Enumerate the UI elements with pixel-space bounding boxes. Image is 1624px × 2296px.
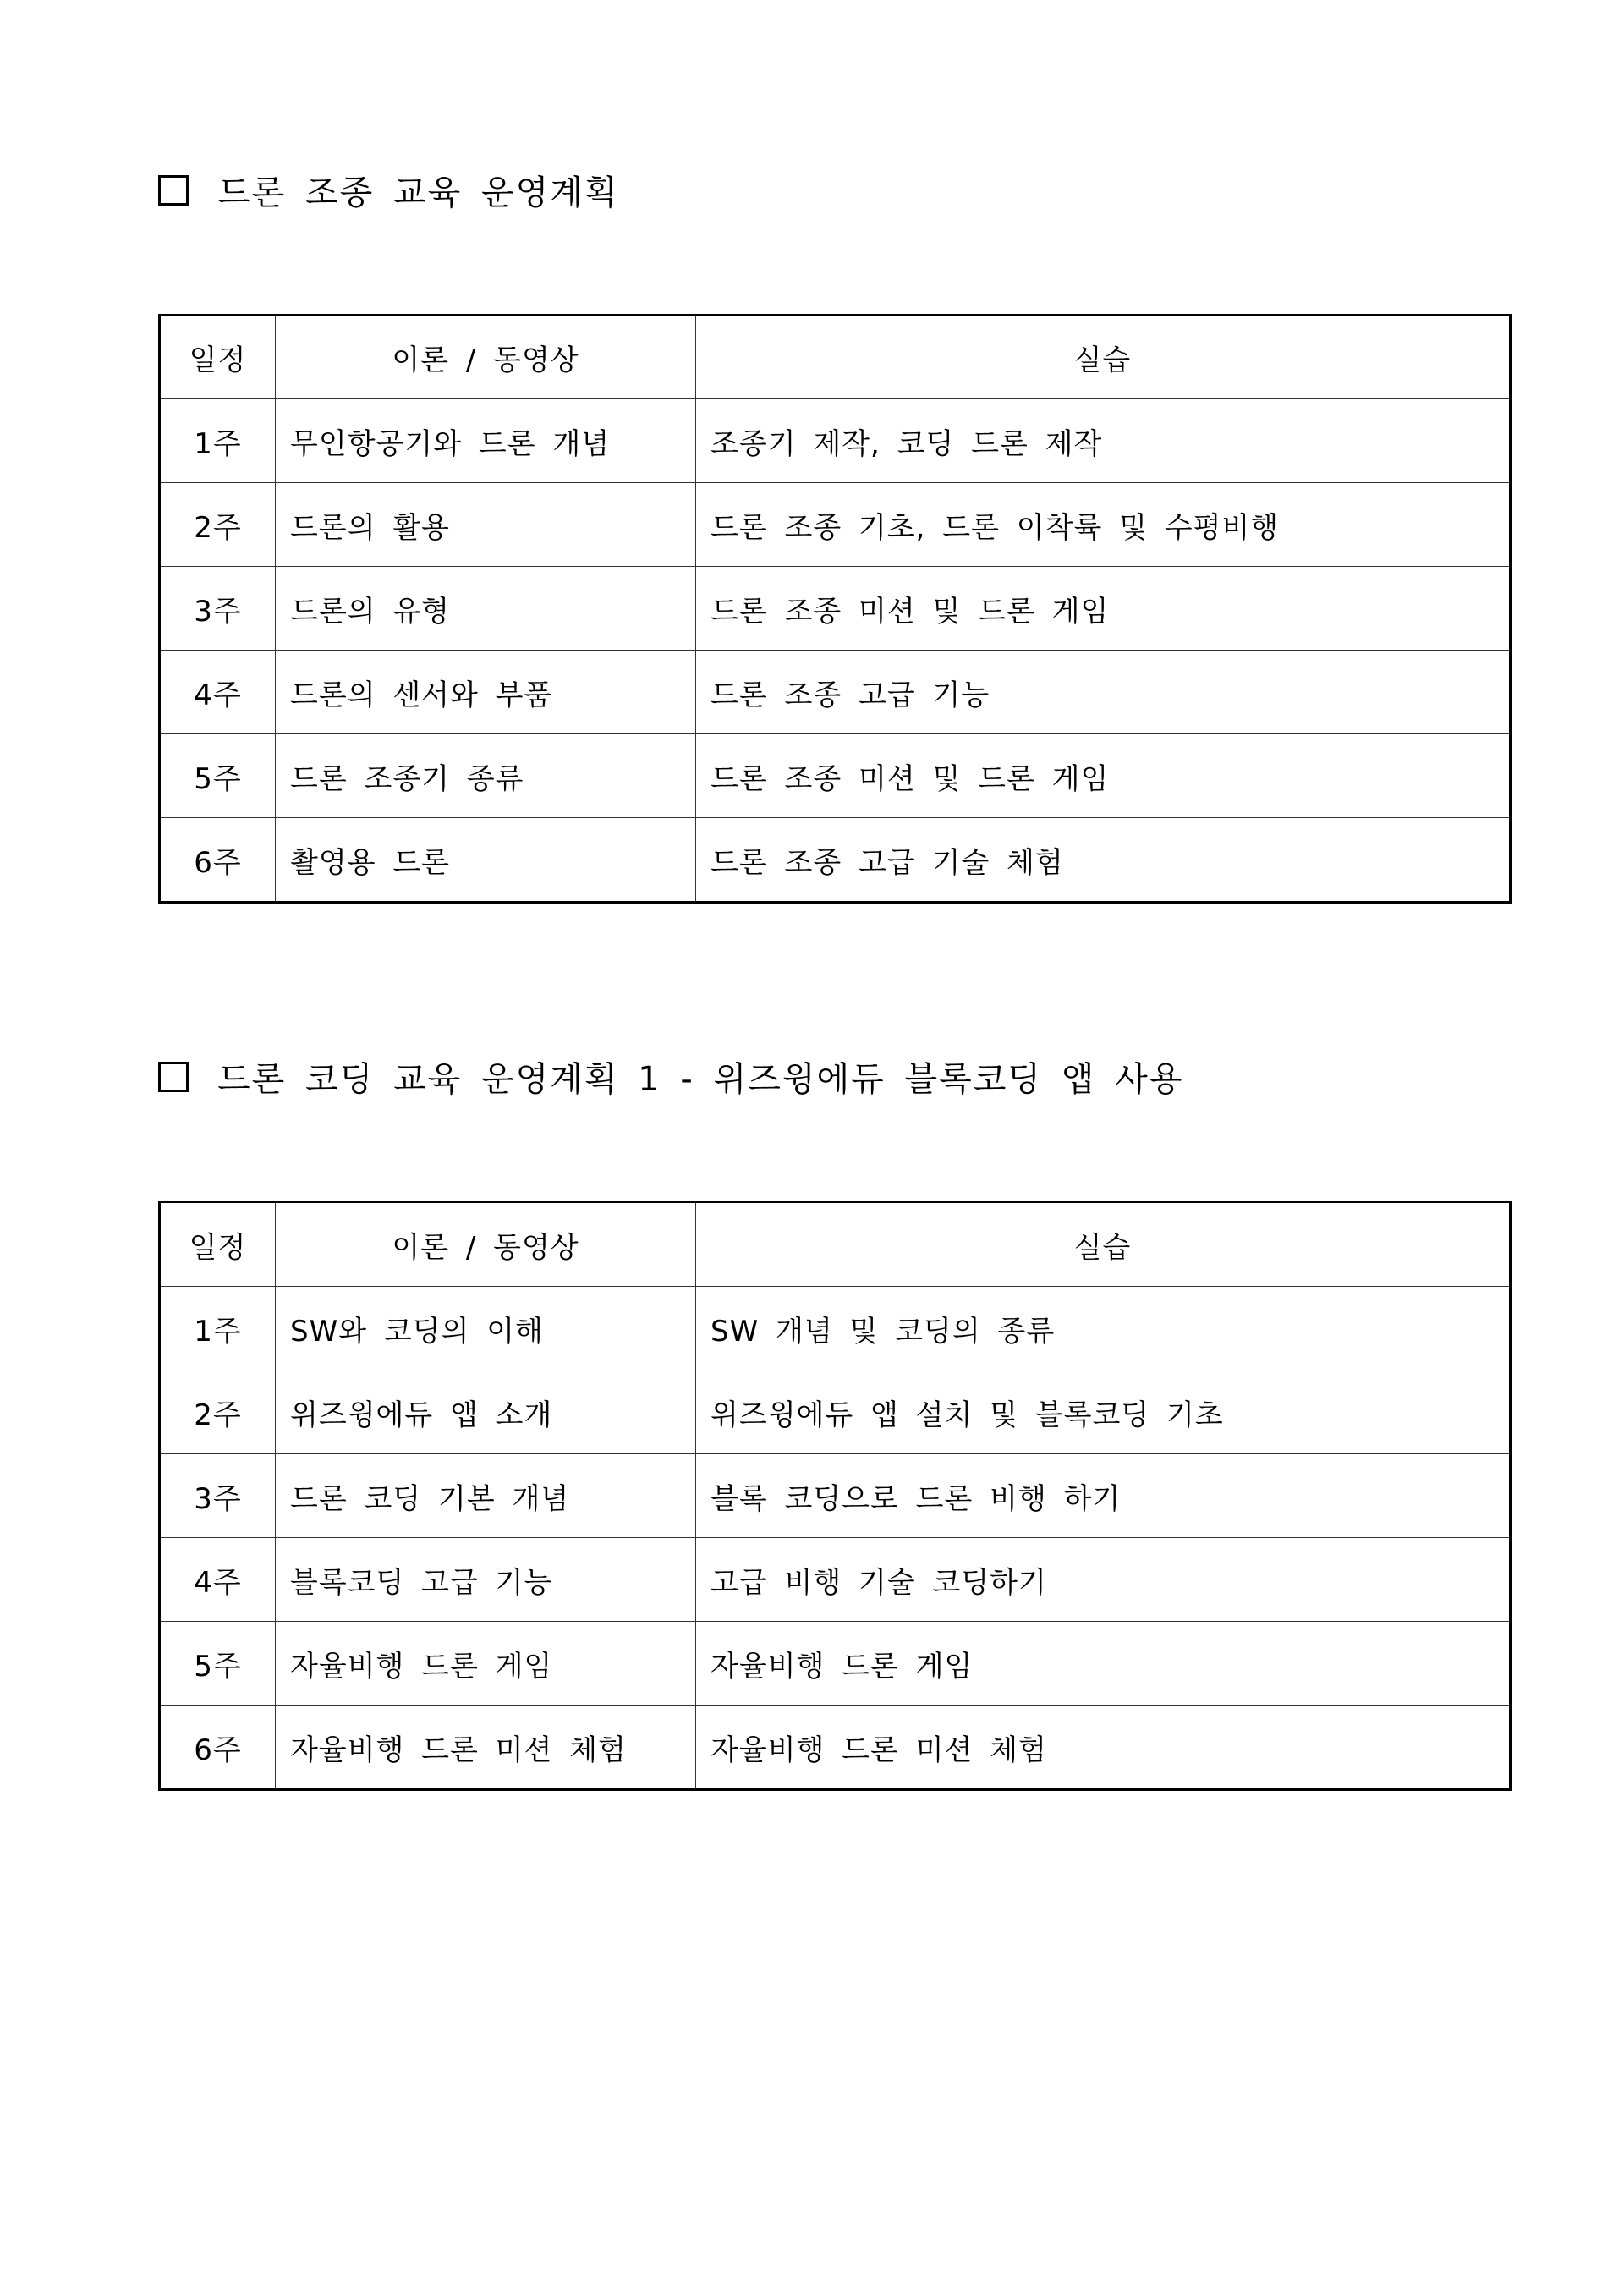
theory-cell: SW와 코딩의 이해 <box>276 1287 696 1370</box>
week-cell: 5주 <box>160 1622 276 1706</box>
practice-cell: 드론 조종 고급 기능 <box>696 651 1511 734</box>
practice-cell: 드론 조종 기초, 드론 이착륙 및 수평비행 <box>696 483 1511 567</box>
week-cell: 1주 <box>160 1287 276 1370</box>
schedule-table <box>158 314 1512 904</box>
header-practice: 실습 <box>696 315 1511 399</box>
checkbox-square-icon <box>158 175 189 206</box>
week-cell: 6주 <box>160 818 276 903</box>
theory-cell: 드론의 유형 <box>276 567 696 651</box>
week-cell: 1주 <box>160 399 276 483</box>
theory-cell: 드론 조종기 종류 <box>276 734 696 818</box>
header-schedule: 일정 <box>160 315 276 399</box>
theory-cell: 자율비행 드론 미션 체험 <box>276 1706 696 1790</box>
theory-cell: 블록코딩 고급 기능 <box>276 1538 696 1622</box>
table-row <box>160 483 1511 567</box>
schedule-table <box>158 1201 1512 1791</box>
table-row <box>160 651 1511 734</box>
table-row <box>160 1287 1511 1370</box>
header-schedule: 일정 <box>160 1202 276 1287</box>
section-title: 드론 조종 교육 운영계획 <box>217 173 619 212</box>
table-row <box>160 1538 1511 1622</box>
practice-cell: 드론 조종 미션 및 드론 게임 <box>696 567 1511 651</box>
week-cell: 3주 <box>160 1454 276 1538</box>
table-header-row <box>160 1202 1511 1287</box>
theory-cell: 위즈윙에듀 앱 소개 <box>276 1370 696 1454</box>
table-row <box>160 734 1511 818</box>
week-cell: 2주 <box>160 483 276 567</box>
week-cell: 6주 <box>160 1706 276 1790</box>
table-row <box>160 399 1511 483</box>
header-practice: 실습 <box>696 1202 1511 1287</box>
section-title: 드론 코딩 교육 운영계획 1 - 위즈윙에듀 블록코딩 앱 사용 <box>217 1060 1184 1099</box>
table-row <box>160 1706 1511 1790</box>
theory-cell: 자율비행 드론 게임 <box>276 1622 696 1706</box>
practice-cell: 드론 조종 고급 기술 체험 <box>696 818 1511 903</box>
table-row <box>160 1454 1511 1538</box>
table-row <box>160 1370 1511 1454</box>
table-row <box>160 567 1511 651</box>
week-cell: 2주 <box>160 1370 276 1454</box>
practice-cell: 자율비행 드론 미션 체험 <box>696 1706 1511 1790</box>
practice-cell: 자율비행 드론 게임 <box>696 1622 1511 1706</box>
practice-cell: 고급 비행 기술 코딩하기 <box>696 1538 1511 1622</box>
theory-cell: 드론의 활용 <box>276 483 696 567</box>
table-header-row <box>160 315 1511 399</box>
week-cell: 4주 <box>160 651 276 734</box>
theory-cell: 무인항공기와 드론 개념 <box>276 399 696 483</box>
practice-cell: 조종기 제작, 코딩 드론 제작 <box>696 399 1511 483</box>
section-heading <box>158 166 619 214</box>
theory-cell: 촬영용 드론 <box>276 818 696 903</box>
header-theory: 이론 / 동영상 <box>276 315 696 399</box>
theory-cell: 드론 코딩 기본 개념 <box>276 1454 696 1538</box>
checkbox-square-icon <box>158 1062 189 1092</box>
section-heading <box>158 1052 1183 1101</box>
practice-cell: 위즈윙에듀 앱 설치 및 블록코딩 기초 <box>696 1370 1511 1454</box>
practice-cell: SW 개념 및 코딩의 종류 <box>696 1287 1511 1370</box>
table-row <box>160 1622 1511 1706</box>
practice-cell: 블록 코딩으로 드론 비행 하기 <box>696 1454 1511 1538</box>
header-theory: 이론 / 동영상 <box>276 1202 696 1287</box>
table-row <box>160 818 1511 903</box>
week-cell: 4주 <box>160 1538 276 1622</box>
week-cell: 3주 <box>160 567 276 651</box>
theory-cell: 드론의 센서와 부품 <box>276 651 696 734</box>
week-cell: 5주 <box>160 734 276 818</box>
practice-cell: 드론 조종 미션 및 드론 게임 <box>696 734 1511 818</box>
